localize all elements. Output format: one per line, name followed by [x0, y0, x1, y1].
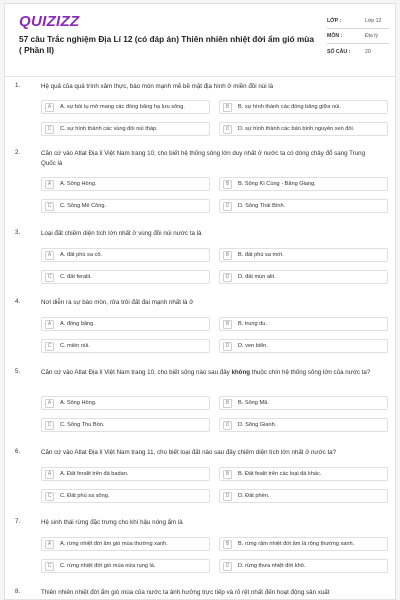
option-text: C. miền núi. [60, 343, 90, 349]
option-d[interactable] [219, 339, 388, 353]
option-c[interactable] [41, 418, 210, 432]
question-text-end: thuộc chín hệ thống sông lớn của nước ta? [250, 369, 371, 376]
option-text: A. sự bồi tụ mở mang các đồng bằng hạ lưu sông. [60, 104, 185, 110]
option-text: D. sự hình thành các bán bình nguyên xen đồi. [238, 126, 355, 132]
question-number: 8. [15, 588, 21, 595]
option-letter: C [45, 492, 54, 501]
option-c[interactable] [41, 339, 210, 353]
option-a[interactable] [41, 317, 210, 331]
worksheet-header [5, 4, 395, 76]
question-number: 2. [15, 149, 21, 156]
option-b[interactable] [219, 467, 388, 481]
option-letter: D [223, 342, 232, 351]
option-letter: A [45, 320, 54, 329]
option-text: C. rừng nhiệt đới gió mùa nửa rụng lá. [60, 563, 156, 569]
meta-count-value: 20 [365, 48, 371, 55]
meta-class-value: Lớp 12 [365, 18, 382, 24]
option-text: D. Đất phèn. [238, 493, 270, 499]
meta-class-row [327, 14, 389, 29]
page-title: 57 câu Trắc nghiệm Địa Lí 12 (có đáp án) Thiên nhiên nhiệt đới ẩm gió mùa ( Phần II) [19, 34, 314, 55]
option-text: D. ven biển. [238, 343, 268, 349]
option-letter: B [223, 103, 232, 112]
meta-subject-row [327, 29, 389, 44]
option-a[interactable] [41, 467, 210, 481]
question-text: Thiên nhiên nhiệt đới ẩm gió mùa của nước ta ảnh hưởng trực tiếp và rõ rệt nhất đến hoạt động sản xuất [41, 589, 330, 596]
option-text: C. sự hình thành các vùng đồi núi thấp. [60, 126, 158, 132]
option-letter: B [223, 399, 232, 408]
option-letter: D [223, 273, 232, 282]
option-letter: B [223, 180, 232, 189]
option-letter: B [223, 540, 232, 549]
option-text: A. rừng nhiệt đới ẩm gió mùa thường xanh. [60, 541, 168, 547]
option-letter: C [45, 125, 54, 134]
question-number: 4. [15, 298, 21, 305]
option-text: B. rừng rậm nhiệt đới ẩm lá rộng thường xanh. [238, 541, 355, 547]
option-letter: A [45, 251, 54, 260]
option-letter: D [223, 202, 232, 211]
option-d[interactable] [219, 489, 388, 503]
option-letter: C [45, 202, 54, 211]
quizizz-logo: QUIZIZZ [19, 13, 80, 30]
option-letter: C [45, 342, 54, 351]
meta-subject-label: MÔN : [327, 33, 343, 39]
question-text: Căn cứ vào Atlat Địa lí Việt Nam trang 11, cho biết loại đất nào sau đây chiếm diện tích lớn nhất ở nước ta? [41, 449, 337, 456]
option-text: B. sự hình thành các đồng bằng giữa núi. [238, 104, 341, 110]
option-a[interactable] [41, 177, 210, 191]
option-text: A. đồng bằng. [60, 321, 95, 327]
option-letter: B [223, 251, 232, 260]
question-text-start: Căn cứ vào Atlat Địa lí Việt Nam trang 10, cho biết sông nào sau đây [41, 369, 232, 376]
question-number: 3. [15, 229, 21, 236]
option-letter: A [45, 540, 54, 549]
option-letter: B [223, 320, 232, 329]
option-letter: C [45, 421, 54, 430]
option-b[interactable] [219, 100, 388, 114]
option-text: C. Sông Mê Công. [60, 203, 107, 209]
question-number: 7. [15, 518, 21, 525]
option-text: A. đất phù sa cổ. [60, 252, 102, 258]
option-c[interactable] [41, 270, 210, 284]
option-b[interactable] [219, 537, 388, 551]
option-text: B. Sông Mã. [238, 400, 269, 406]
header-divider [5, 76, 395, 77]
meta-count-row [327, 44, 389, 59]
option-text: D. đất mùn alit. [238, 274, 276, 280]
worksheet-page [4, 3, 396, 600]
option-letter: D [223, 421, 232, 430]
question-number: 5. [15, 368, 21, 375]
option-text: B. đất phù sa mới. [238, 252, 284, 258]
option-text: D. Sông Thái Bình. [238, 203, 286, 209]
option-c[interactable] [41, 559, 210, 573]
option-letter: A [45, 399, 54, 408]
option-text: D. rừng thưa nhiệt đới khô. [238, 563, 306, 569]
option-d[interactable] [219, 559, 388, 573]
option-text: D. Sông Gianh. [238, 422, 277, 428]
option-d[interactable] [219, 199, 388, 213]
option-letter: A [45, 470, 54, 479]
question-text: Căn cứ vào Atlat Địa lí Việt Nam trang 10, cho biết hệ thống sông lớn duy nhất ở nước ta có dòng chảy đổ sang Trung Quốc là [41, 150, 366, 167]
option-text: B. trung du. [238, 321, 267, 327]
option-letter: A [45, 103, 54, 112]
option-text: B. Đất fealit trên các loại đá khác. [238, 471, 322, 477]
option-c[interactable] [41, 489, 210, 503]
option-text: A. Sông Hồng. [60, 400, 97, 406]
option-letter: D [223, 562, 232, 571]
question-text: Hệ quả của quá trình xâm thực, bào mòn mạnh mẽ bề mặt địa hình ở miền đồi núi là [41, 83, 274, 90]
meta-count-label: SỐ CÂU : [327, 48, 351, 55]
option-text: A. Đất feralit trên đá badan. [60, 471, 129, 477]
meta-class-label: LỚP : [327, 18, 342, 24]
option-text: A. Sông Hồng. [60, 181, 97, 187]
option-b[interactable] [219, 248, 388, 262]
option-letter: C [45, 562, 54, 571]
option-d[interactable] [219, 418, 388, 432]
option-letter: A [45, 180, 54, 189]
option-d[interactable] [219, 270, 388, 284]
option-b[interactable] [219, 177, 388, 191]
option-text: B. Sông Kì Cùng - Bằng Giang. [238, 181, 316, 187]
option-b[interactable] [219, 317, 388, 331]
question-number: 1. [15, 82, 21, 89]
option-c[interactable] [41, 199, 210, 213]
option-a[interactable] [41, 248, 210, 262]
worksheet-meta [327, 14, 389, 59]
option-a[interactable] [41, 537, 210, 551]
option-letter: D [223, 125, 232, 134]
option-text: C. Sông Thu Bồn. [60, 422, 105, 428]
option-letter: C [45, 273, 54, 282]
question-text [41, 368, 381, 378]
question-text: Nơi diễn ra sự bào mòn, rửa trôi đất đai mạnh nhất là ở [41, 299, 194, 306]
meta-subject-value: Địa lý [365, 33, 378, 39]
option-d[interactable] [219, 122, 388, 136]
question-text: Loại đất chiếm diện tích lớn nhất ở vùng đồi núi nước ta là [41, 230, 202, 237]
question-number: 6. [15, 448, 21, 455]
option-letter: B [223, 470, 232, 479]
question-text-emphasis: không [231, 369, 251, 376]
question-text: Hệ sinh thái rừng đặc trưng cho khí hậu nóng ẩm là [41, 519, 183, 526]
option-a[interactable] [41, 396, 210, 410]
option-text: C. Đất phù sa sông. [60, 493, 110, 499]
option-c[interactable] [41, 122, 210, 136]
option-b[interactable] [219, 396, 388, 410]
option-text: C. đất feralit. [60, 274, 92, 280]
option-letter: D [223, 492, 232, 501]
option-a[interactable] [41, 100, 210, 114]
